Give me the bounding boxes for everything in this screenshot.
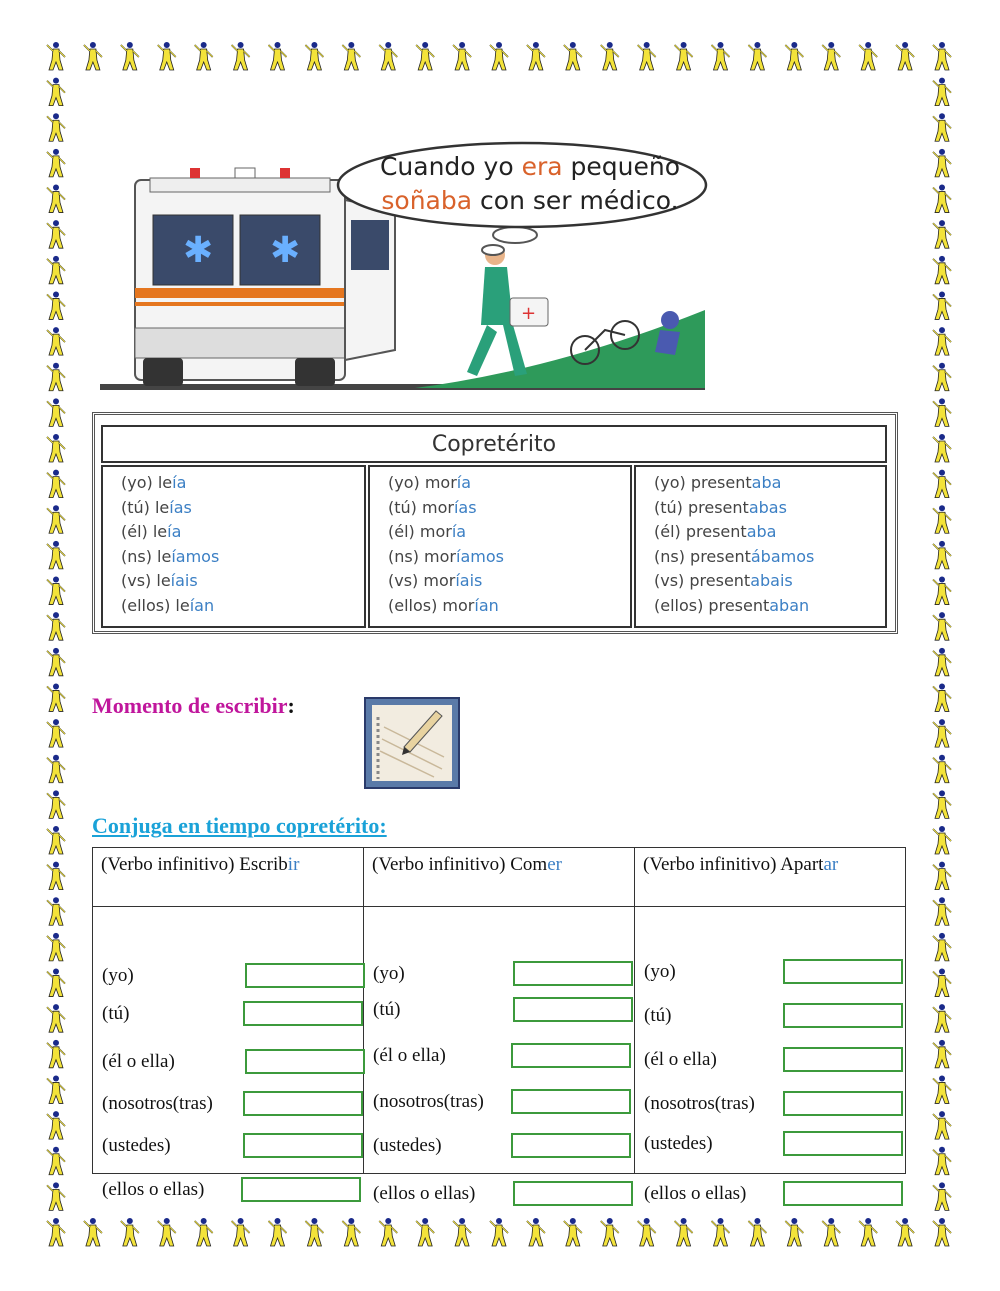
border-figure-icon [158,1218,176,1246]
border-figure-icon [84,1218,102,1246]
pronoun-label: (nosotros(tras) [644,1093,755,1114]
border-figure-icon [305,1218,323,1246]
exercise-row [102,1001,362,1027]
answer-input[interactable] [513,961,633,986]
border-figure-icon [675,1218,693,1246]
copreterito-title: Copretérito [101,425,887,463]
exercise-row [102,1177,362,1203]
border-figure-icon [859,1218,877,1246]
border-figure-icon [933,719,951,747]
copreterito-line: (vs) moríais [388,571,483,590]
copreterito-line: (ns) moríamos [388,546,504,566]
border-figure-icon [47,755,65,783]
exercise-body-row [93,907,906,1174]
border-figure-icon [47,185,65,213]
border-figure-icon [47,648,65,676]
border-figure-icon [453,42,471,70]
border-figure-icon [638,42,656,70]
border-figure-icon [933,291,951,319]
border-figure-icon [416,1218,434,1246]
border-figure-icon [933,826,951,854]
instruction-heading: Conjuga en tiempo copretérito: [92,813,387,838]
border-figure-icon [232,42,250,70]
border-figure-icon [638,1218,656,1246]
exercise-row [373,1089,633,1115]
copreterito-column-leer [101,465,366,628]
border-figure-icon [933,78,951,106]
conjugation-exercise-table [92,847,906,1204]
exercise-row [102,963,362,989]
border-figure-icon [47,78,65,106]
pronoun-label: (él o ella) [102,1051,175,1072]
exercise-row [102,1133,362,1159]
header-comer: (Verbo infinitivo) Comer [364,848,635,907]
answer-input[interactable] [245,963,365,988]
copreterito-line: (ellos) presentaban [654,595,810,615]
border-figure-icon [158,42,176,70]
border-figure-icon [342,1218,360,1246]
border-figure-icon [748,1218,766,1246]
pronoun-label: (tú) [373,999,401,1020]
border-figure-icon [933,1075,951,1103]
pronoun-label: (yo) [102,965,134,986]
border-figure-icon [933,1004,951,1032]
exercise-column-comer [364,907,635,1204]
pronoun-label: (ustedes) [102,1135,171,1156]
border-figure-icon [933,185,951,213]
border-figure-icon [933,398,951,426]
answer-input[interactable] [511,1133,631,1158]
copreterito-line: (yo) moría [388,473,472,492]
border-figure-icon [933,541,951,569]
exercise-row [644,1091,904,1117]
exercise-column-apartar [635,907,906,1204]
border-figure-icon [933,1182,951,1210]
border-figure-icon [933,612,951,640]
border-figure-icon [564,1218,582,1246]
answer-input[interactable] [783,1131,903,1156]
bubble-line-1: Cuando yo era pequeño [379,152,681,181]
border-figure-icon [47,291,65,319]
copreterito-line: (vs) leíais [121,571,198,590]
border-figure-icon [933,363,951,391]
header-escribir: (Verbo infinitivo) Escribir [93,848,364,907]
border-figure-icon [933,648,951,676]
border-figure-icon [933,42,951,70]
border-figure-icon [342,42,360,70]
border-figure-icon [748,42,766,70]
exercise-row [644,1003,904,1029]
border-figure-icon [933,1111,951,1139]
border-figure-icon [933,327,951,355]
border-figure-icon [47,969,65,997]
border-figure-icon [47,327,65,355]
answer-input[interactable] [245,1049,365,1074]
border-figure-icon [490,42,508,70]
border-figure-icon [47,434,65,462]
exercise-header-row [93,848,906,907]
border-figure-icon [195,42,213,70]
border-figure-icon [47,256,65,284]
answer-input[interactable] [243,1133,363,1158]
exercise-row [373,1133,633,1159]
border-figure-icon [933,113,951,141]
border-figure-icon [933,862,951,890]
border-figure-icon [47,470,65,498]
copreterito-table [92,412,898,634]
copreterito-line: (ns) leíamos [121,546,220,566]
pronoun-label: (yo) [373,963,405,984]
border-figure-icon [712,1218,730,1246]
answer-input[interactable] [783,1091,903,1116]
exercise-row [644,959,904,985]
border-figure-icon [47,220,65,248]
pronoun-label: (ellos o ellas) [102,1179,205,1200]
svg-text:+: + [521,303,537,324]
border-figure-icon [785,42,803,70]
border-figure-icon [305,42,323,70]
copreterito-line: (tú) leías [121,497,192,517]
border-figure-icon [527,1218,545,1246]
pronoun-label: (ustedes) [373,1135,442,1156]
border-figure-icon [933,683,951,711]
border-figure-icon [896,1218,914,1246]
border-figure-icon [47,683,65,711]
pronoun-label: (tú) [644,1005,672,1026]
border-figure-icon [47,1004,65,1032]
exercise-row [102,1049,362,1075]
border-figure-icon [933,897,951,925]
copreterito-line: (ellos) leían [121,595,215,615]
border-figure-icon [564,42,582,70]
answer-input[interactable] [511,1043,631,1068]
border-figure-icon [933,790,951,818]
copreterito-line: (vs) presentabais [654,571,793,590]
border-figure-icon [453,1218,471,1246]
border-figure-icon [47,719,65,747]
copreterito-column-morir [368,465,632,628]
border-figure-icon [785,1218,803,1246]
border-figure-icon [47,612,65,640]
exercise-row [373,961,633,987]
pronoun-label: (ustedes) [644,1133,713,1154]
border-figure-icon [47,1218,65,1246]
border-figure-icon [933,1218,951,1246]
answer-input[interactable] [783,959,903,984]
copreterito-line: (ellos) morían [388,595,499,615]
exercise-row [644,1131,904,1157]
border-figure-icon [47,541,65,569]
border-figure-icon [84,42,102,70]
border-figure-icon [933,470,951,498]
border-figure-icon [859,42,877,70]
border-figure-icon [933,434,951,462]
border-figure-icon [933,933,951,961]
svg-text:✱: ✱ [183,230,214,271]
border-figure-icon [601,1218,619,1246]
copreterito-line: (yo) presentaba [654,473,782,492]
border-figure-icon [47,42,65,70]
exercise-row [102,1091,362,1117]
svg-text:✱: ✱ [270,230,301,271]
answer-input[interactable] [783,1003,903,1028]
exercise-row [373,997,633,1023]
exercise-row [644,1181,904,1207]
copreterito-column-presentar [634,465,887,628]
border-figure-icon [47,933,65,961]
exercise-row [644,1047,904,1073]
copreterito-line: (yo) leía [121,473,187,492]
border-figure-icon [47,398,65,426]
copreterito-line: (tú) morías [388,497,477,517]
border-figure-icon [933,220,951,248]
border-figure-icon [675,42,693,70]
copreterito-line: (ns) presentábamos [654,546,815,566]
answer-input[interactable] [243,1091,363,1116]
answer-input[interactable] [783,1181,903,1206]
border-figure-icon [232,1218,250,1246]
border-figure-icon [47,1182,65,1210]
answer-input[interactable] [513,1181,633,1206]
border-figure-icon [601,42,619,70]
copreterito-line: (él) moría [388,522,467,541]
answer-input[interactable] [783,1047,903,1072]
border-figure-icon [933,755,951,783]
border-figure-icon [195,1218,213,1246]
border-figure-icon [47,505,65,533]
speech-bubble-text [360,150,700,218]
bubble-line-2: soñaba con ser médico. [381,186,679,215]
answer-input[interactable] [513,997,633,1022]
border-figure-icon [121,1218,139,1246]
border-figure-icon [527,42,545,70]
exercise-row [373,1181,633,1207]
border-figure-icon [47,149,65,177]
border-figure-icon [933,969,951,997]
pronoun-label: (ellos o ellas) [644,1183,747,1204]
border-figure-icon [896,42,914,70]
pronoun-label: (ellos o ellas) [373,1183,476,1204]
border-figure-icon [933,1040,951,1068]
copreterito-line: (él) leía [121,522,182,541]
border-figure-icon [933,505,951,533]
pronoun-label: (nosotros(tras) [373,1091,484,1112]
border-figure-icon [379,1218,397,1246]
answer-input[interactable] [241,1177,361,1202]
pronoun-label: (él o ella) [644,1049,717,1070]
answer-input[interactable] [243,1001,363,1026]
pronoun-label: (nosotros(tras) [102,1093,213,1114]
border-figure-icon [47,790,65,818]
border-figure-icon [47,363,65,391]
moment-heading: Momento de escribir: [92,693,295,718]
header-apartar: (Verbo infinitivo) Apartar [635,848,906,907]
border-figure-icon [269,42,287,70]
border-figure-icon [933,577,951,605]
notebook-pencil-image [364,697,460,789]
border-figure-icon [47,1040,65,1068]
pronoun-label: (yo) [644,961,676,982]
border-figure-icon [416,42,434,70]
border-figure-icon [933,1147,951,1175]
copreterito-line: (tú) presentabas [654,497,787,517]
border-figure-icon [822,42,840,70]
border-figure-icon [269,1218,287,1246]
border-figure-icon [121,42,139,70]
exercise-row [373,1043,633,1069]
border-figure-icon [47,1147,65,1175]
border-figure-icon [47,577,65,605]
border-figure-icon [47,1111,65,1139]
border-figure-icon [379,42,397,70]
border-figure-icon [490,1218,508,1246]
border-figure-icon [933,256,951,284]
pronoun-label: (él o ella) [373,1045,446,1066]
border-figure-icon [47,1075,65,1103]
border-figure-icon [47,897,65,925]
border-figure-icon [822,1218,840,1246]
border-figure-icon [47,113,65,141]
answer-input[interactable] [511,1089,631,1114]
border-figure-icon [933,149,951,177]
exercise-column-escribir [93,907,364,1200]
pronoun-label: (tú) [102,1003,130,1024]
copreterito-line: (él) presentaba [654,522,777,541]
border-figure-icon [47,862,65,890]
border-figure-icon [47,826,65,854]
border-figure-icon [712,42,730,70]
